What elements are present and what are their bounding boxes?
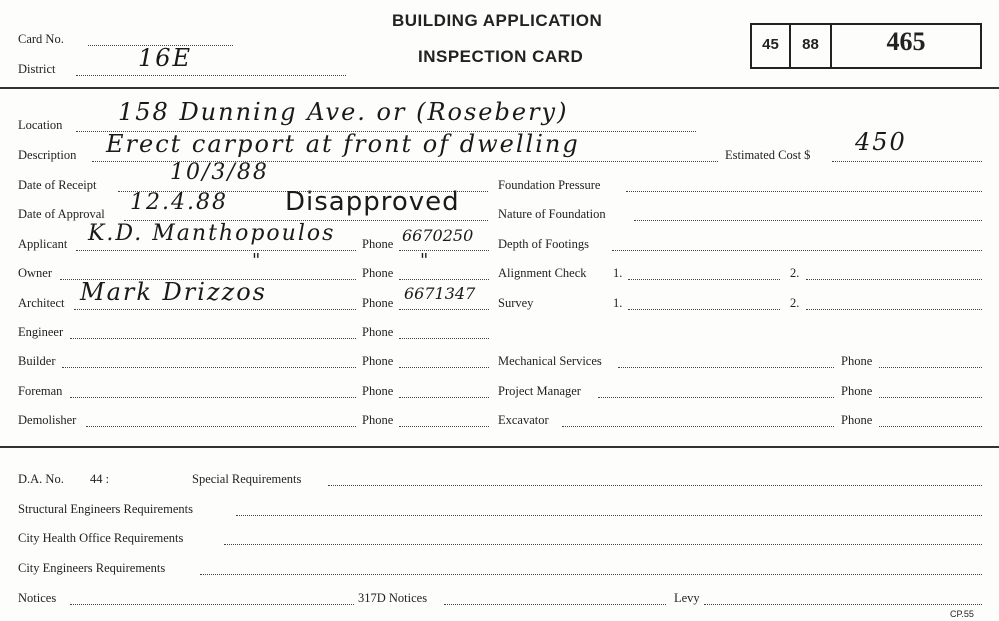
- foreman-phone-field[interactable]: [399, 397, 489, 398]
- project-manager-phone-field[interactable]: [879, 397, 982, 398]
- excavator-phone-field[interactable]: [879, 426, 982, 427]
- demolisher-phone-field[interactable]: [399, 426, 489, 427]
- demolisher-field[interactable]: [86, 426, 356, 427]
- box-field-b: 88: [802, 36, 819, 53]
- title-line-2: INSPECTION CARD: [418, 47, 584, 66]
- da-no-label: D.A. No.: [18, 472, 64, 486]
- survey-label: Survey: [498, 296, 534, 310]
- estimated-cost-label: Estimated Cost $: [725, 148, 811, 162]
- district-field[interactable]: [76, 75, 346, 76]
- mechanical-field[interactable]: [618, 367, 834, 368]
- notices-label: Notices: [18, 591, 57, 605]
- city-engineers-label: City Engineers Requirements: [18, 561, 166, 575]
- mechanical-label: Mechanical Services: [498, 354, 602, 368]
- owner-label: Owner: [18, 266, 53, 280]
- middle-rule: [0, 446, 999, 448]
- levy-field[interactable]: [704, 604, 982, 605]
- engineer-phone-field[interactable]: [399, 338, 489, 339]
- excavator-label: Excavator: [498, 413, 549, 427]
- depth-footings-field[interactable]: [612, 250, 982, 251]
- foundation-pressure-label: Foundation Pressure: [498, 178, 601, 192]
- da-no-value: 44 :: [90, 472, 110, 486]
- district-label: District: [18, 62, 56, 76]
- mechanical-phone-label: Phone: [841, 354, 873, 368]
- applicant-phone-value: 6670250: [402, 226, 474, 245]
- architect-phone-value: 6671347: [404, 284, 476, 303]
- estimated-cost-value: 450: [855, 128, 907, 156]
- foreman-field[interactable]: [70, 397, 356, 398]
- applicant-phone-label: Phone: [362, 237, 394, 251]
- box-field-a: 45: [762, 36, 779, 53]
- builder-phone-field[interactable]: [399, 367, 489, 368]
- city-engineers-field[interactable]: [200, 574, 982, 575]
- description-label: Description: [18, 148, 77, 162]
- card-no-label: Card No.: [18, 32, 64, 46]
- survey-field-1[interactable]: [628, 309, 780, 310]
- architect-value: Mark Drizzos: [80, 278, 267, 306]
- builder-field[interactable]: [62, 367, 356, 368]
- foreman-label: Foreman: [18, 384, 63, 398]
- alignment-num-1: 1.: [613, 266, 623, 280]
- health-office-field[interactable]: [224, 544, 982, 545]
- architect-phone-field[interactable]: [399, 309, 489, 310]
- project-manager-field[interactable]: [598, 397, 834, 398]
- date-receipt-label: Date of Receipt: [18, 178, 97, 192]
- applicant-phone-field[interactable]: [399, 250, 489, 251]
- estimated-cost-field[interactable]: [832, 161, 982, 162]
- alignment-check-label: Alignment Check: [498, 266, 587, 280]
- demolisher-label: Demolisher: [18, 413, 77, 427]
- health-office-label: City Health Office Requirements: [18, 531, 184, 545]
- title-line-1: BUILDING APPLICATION: [392, 11, 603, 30]
- description-value: Erect carport at front of dwelling: [106, 130, 580, 158]
- owner-phone-value: ": [420, 250, 431, 271]
- survey-num-2: 2.: [790, 296, 800, 310]
- alignment-field-1[interactable]: [628, 279, 780, 280]
- applicant-value: K.D. Manthopoulos: [88, 221, 336, 246]
- owner-phone-label: Phone: [362, 266, 394, 280]
- alignment-num-2: 2.: [790, 266, 800, 280]
- builder-label: Builder: [18, 354, 56, 368]
- owner-phone-field[interactable]: [399, 279, 489, 280]
- depth-footings-label: Depth of Footings: [498, 237, 589, 251]
- district-value: 16E: [138, 44, 193, 72]
- date-approval-value: 12.4.88: [130, 190, 228, 215]
- engineer-field[interactable]: [70, 338, 356, 339]
- builder-phone-label: Phone: [362, 354, 394, 368]
- mechanical-phone-field[interactable]: [879, 367, 982, 368]
- notices-317d-field[interactable]: [444, 604, 666, 605]
- form-code: CP.55: [950, 609, 974, 619]
- location-value: 158 Dunning Ave. or (Rosebery): [118, 98, 569, 126]
- engineer-phone-label: Phone: [362, 325, 394, 339]
- date-approval-label: Date of Approval: [18, 207, 105, 221]
- owner-value: ": [252, 250, 263, 271]
- structural-engineers-field[interactable]: [236, 515, 982, 516]
- nature-foundation-field[interactable]: [634, 220, 982, 221]
- notices-field[interactable]: [70, 604, 354, 605]
- special-requirements-label: Special Requirements: [192, 472, 302, 486]
- excavator-phone-label: Phone: [841, 413, 873, 427]
- survey-num-1: 1.: [613, 296, 623, 310]
- location-label: Location: [18, 118, 63, 132]
- levy-label: Levy: [674, 591, 700, 605]
- card-number: 465: [886, 27, 926, 56]
- engineer-label: Engineer: [18, 325, 64, 339]
- architect-label: Architect: [18, 296, 65, 310]
- notices-317d-label: 317D Notices: [358, 591, 428, 605]
- foundation-pressure-field[interactable]: [626, 191, 982, 192]
- approval-status: Disapproved: [285, 187, 460, 217]
- demolisher-phone-label: Phone: [362, 413, 394, 427]
- applicant-label: Applicant: [18, 237, 68, 251]
- alignment-field-2[interactable]: [806, 279, 982, 280]
- foreman-phone-label: Phone: [362, 384, 394, 398]
- structural-engineers-label: Structural Engineers Requirements: [18, 502, 193, 516]
- architect-phone-label: Phone: [362, 296, 394, 310]
- excavator-field[interactable]: [562, 426, 834, 427]
- architect-field[interactable]: [74, 309, 356, 310]
- survey-field-2[interactable]: [806, 309, 982, 310]
- date-receipt-value: 10/3/88: [170, 160, 269, 185]
- project-manager-phone-label: Phone: [841, 384, 873, 398]
- applicant-field[interactable]: [76, 250, 356, 251]
- project-manager-label: Project Manager: [498, 384, 581, 398]
- special-requirements-field[interactable]: [328, 485, 982, 486]
- top-rule: [0, 87, 999, 89]
- nature-foundation-label: Nature of Foundation: [498, 207, 606, 221]
